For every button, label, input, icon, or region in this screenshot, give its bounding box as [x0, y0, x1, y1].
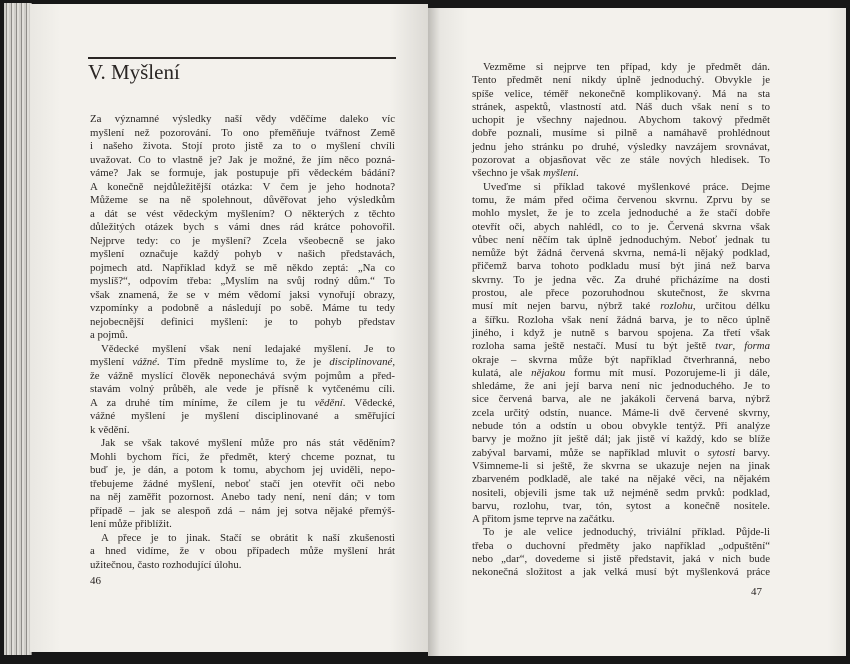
text-segment: , určitou délku [692, 300, 770, 313]
text-line: a hned vidíme, že v obou případech může myšlení hrát [90, 545, 395, 557]
text-line: však znamená, že se v mém vědomí jaksi vynořují obrazy, [90, 288, 395, 301]
page-number-right: 47 [751, 586, 762, 598]
text-line: nejobecnější definici myšlení: je to pohyb představ [90, 315, 395, 328]
text-line: přičemž barva tohoto podkladu musí být jiná než barva [472, 260, 770, 273]
text-line: okraje – skvrna může být například čtverhranná, nebo [472, 353, 770, 366]
text-segment: kulatá, ale [472, 366, 532, 379]
text-segment: . [576, 167, 579, 180]
text-line: třeba o duchovní předměty jako například „odpuštění“ [472, 539, 770, 552]
text-line: Uveďme si příklad takové myšlenkové práce. Dejme [483, 180, 770, 193]
italic-emphasis: vědění [314, 396, 343, 409]
paragraph [90, 437, 395, 532]
text-segment: zabýval barvami, může se například mluvit o [472, 446, 708, 459]
text-line: barvu, rozlohu, tvar, tón, sytost a konečně nositele. [472, 499, 770, 512]
text-line: že vážně myslící člověk neponechává svým pojmům a před- [90, 369, 395, 382]
left-page-body [90, 113, 395, 572]
text-line: zcela určitý odstín, nuance. Máme-li dvě červené skvrny, [472, 406, 770, 419]
chapter-rule [88, 57, 396, 59]
text-line: pojmech atd. Například když se mě někdo zeptá: „Na co [90, 261, 395, 274]
italic-emphasis: rozlohu [660, 300, 693, 313]
text-line: Nejprve tedy: co je myšlení? Zcela všeobecně se jako [90, 234, 395, 247]
page-number-left: 46 [90, 575, 101, 587]
italic-emphasis: nějakou [531, 366, 566, 379]
text-line: nemůže být žádná červená skvrna, nemá-li nějaký podklad, [472, 247, 770, 260]
text-line: váme? Jak se formuje, jak postupuje při vědeckém bádání? [90, 167, 395, 179]
text-segment: . Tím předně myslíme to, že je [156, 356, 330, 368]
text-line: vzpomínky a podobně a následují po sobě. Máme tu tedy [90, 302, 395, 314]
text-line: Mohli bychom říci, že předmět, který chceme poznat, tu [90, 450, 395, 463]
text-line: To je ale velice jednoduchý, triviální příklad. Půjde-li [483, 526, 770, 539]
text-line: důležitých otázek bych s vámi dnes rád krátce pohovořil. [90, 221, 395, 233]
text-segment: A za druhé tím míníme, že cílem je tu [90, 396, 315, 409]
text-line: k vědění. [90, 423, 130, 436]
text-line: uchopit je všechny najednou. Abychom takový předmět [472, 114, 770, 127]
italic-emphasis: tvar [715, 340, 733, 353]
text-line: Můžeme se na ně spolehnout, důvěřovat jeho výsledkům [90, 194, 395, 206]
text-line: spíše velice, téměř nekonečně komplikovaný. Má na sta [472, 87, 770, 100]
text-line [90, 356, 395, 370]
text-line [472, 447, 770, 460]
text-line: nekonečná složitost a jak velká musí být myšlenková práce [472, 566, 770, 579]
italic-emphasis: vážné [132, 356, 157, 368]
text-line [90, 397, 395, 411]
text-line: A přitom jsme teprve na začátku. [472, 513, 615, 526]
left-page [30, 4, 428, 652]
text-line: sice červená barva, ale ne jakákoli červená barva, nýbrž [472, 393, 770, 406]
text-line: skvrny. To je jedna věc. Za druhé přicházíme na dosti [472, 273, 770, 286]
right-page [428, 8, 846, 656]
italic-emphasis: sytosti [707, 446, 736, 459]
text-line: Tento předmět není nikdy úplně jednoduchý. Obvykle je [472, 74, 770, 87]
text-segment: formu mít musí. Pozorujeme-li ji dále, [565, 366, 770, 379]
text-line: a dát se vést vědeckým myšlením? O některých z těchto [90, 207, 395, 220]
paragraph [90, 113, 395, 343]
text-line: zbarveném podkladě, ale také na nějaké věci, na nějakém [472, 473, 770, 486]
right-page-body [472, 61, 770, 580]
text-line: na něj zaměřit pozornost. Anebo tady není, není dán; v tom [90, 491, 395, 503]
text-line [472, 167, 770, 180]
paragraph [472, 526, 770, 579]
text-line: lení může přiblížit. [90, 518, 172, 530]
text-line: Vezměme si nejprve ten případ, kdy je předmět dán. [483, 61, 770, 73]
text-line: nebude tón a odstín u obou obvykle tentýž. Při analýze [472, 420, 770, 433]
text-line: stavám volný průběh, ale vede je přísně k vytčenému cíli. [90, 383, 395, 395]
text-line: a šířku. Rozloha však není žádná barva, je to něco úplně [472, 313, 770, 326]
text-segment: , [392, 356, 396, 368]
text-line: mohlo myslet, že je to zcela jednoduché a že stačí dobře [472, 207, 770, 220]
text-line: shledáme, že ani její barva není nic jednoduchého. Je to [472, 380, 770, 393]
text-line: dobře poznali, musíme si pilně a namáhavě prohlédnout [472, 127, 770, 140]
text-line: a pojmů. [90, 329, 128, 341]
text-line: nositeli, objevili jsme tak už nejméně sedm prvků: podklad, [472, 486, 770, 499]
text-line: Všimneme-li si ještě, že skvrna se ukazuje nejen na jinak [472, 459, 770, 472]
text-segment: . Vědecké, [342, 396, 395, 409]
text-line: myšlení označuje každý pohyb v našich představách, [90, 248, 395, 260]
italic-emphasis: myšlení [543, 167, 577, 180]
text-line: jednu jeho stránku po druhé, výsledky navzájem srovnávat, [472, 140, 770, 153]
text-line: pozorovat a objasňovat věc ze stále nových hledisek. To [472, 154, 770, 167]
text-line: Za významné výsledky naší vědy vděčíme daleko víc [90, 113, 395, 125]
paragraph [90, 532, 395, 573]
italic-emphasis: disciplinované [329, 356, 393, 368]
text-line [472, 340, 770, 353]
text-line: vůbec není něčím tak úplně jednoduchým. Neboť jednak tu [472, 233, 770, 246]
text-segment: všechno je však [472, 167, 544, 180]
paragraph [472, 181, 770, 527]
text-line: užitečnou, často rozhodující úlohu. [90, 558, 242, 571]
text-line: prostou, ale přece pozoruhodnou skutečnost, že skvrna [472, 287, 770, 300]
text-line [472, 367, 770, 380]
paragraph [90, 343, 395, 438]
text-line [472, 300, 770, 313]
text-line: jiného, i když je nutně s barvou spojena. Za třetí však [472, 326, 770, 339]
text-line: tomu, že mám před očima červenou skvrnu. Zprvu by se [472, 193, 770, 206]
text-segment: barvy. [735, 446, 771, 459]
text-segment: musí mít nejen barvu, nýbrž také [472, 300, 661, 313]
text-segment: rozloha sama ještě nestačí. Musí tu být ještě [472, 340, 716, 353]
text-line: A přece je to jinak. Stačí se obrátit k naší zkušenosti [101, 531, 395, 544]
text-line: uvažovat. Co to vlastně je? Jak je možné, že jím něco pozná- [90, 153, 395, 166]
text-line: buď je, je dán, a potom k tomu, abychom jej uviděli, nepo- [90, 464, 395, 476]
text-line: otevřít oči, abych nahlédl, co to je. Červená skvrna však [472, 220, 770, 233]
text-line: Vědecké myšlení však není ledajaké myšlení. Je to [101, 342, 395, 355]
text-line: myšlení než pozorování. To ono přeměňuje tvářnost Země [90, 126, 395, 139]
text-line: případě – jak se alespoň zdá – nám jej sotva nějaké přemýš- [90, 504, 395, 517]
chapter-title: V. Myšlení [88, 60, 180, 84]
text-line: vážné myšlení je myšlení disciplinované a směřující [90, 410, 395, 422]
text-line: nebo „dar“, dovedeme si jistě představit, jaká v nich bude [472, 552, 770, 565]
text-segment: , [732, 340, 745, 353]
italic-emphasis: forma [744, 340, 770, 353]
text-line: myslíš?“, odpovím třeba: „Myslím na svůj rodný dům.“ To [90, 275, 395, 287]
text-line: barvy je možno jít ještě dál; jak jistě ví každý, kdo se blíže [472, 433, 770, 446]
paragraph [472, 61, 770, 181]
page-edges-stack [4, 3, 32, 655]
text-line: stránek, aspektů, vlastností atd. Náš duch však není s to [472, 100, 770, 113]
text-line: A konečně nejdůležitější otázka: V čem je jeho hodnota? [90, 180, 395, 193]
text-segment: myšlení [90, 356, 133, 368]
text-line: Jak se však takové myšlení může pro nás stát věděním? [101, 437, 395, 449]
text-line: i našeho života. Stojí proto jistě za to o myšlení chvíli [90, 140, 395, 152]
text-line: třebujeme žádné myšlení, neboť stačí jen otevřít oči nebo [90, 477, 395, 490]
